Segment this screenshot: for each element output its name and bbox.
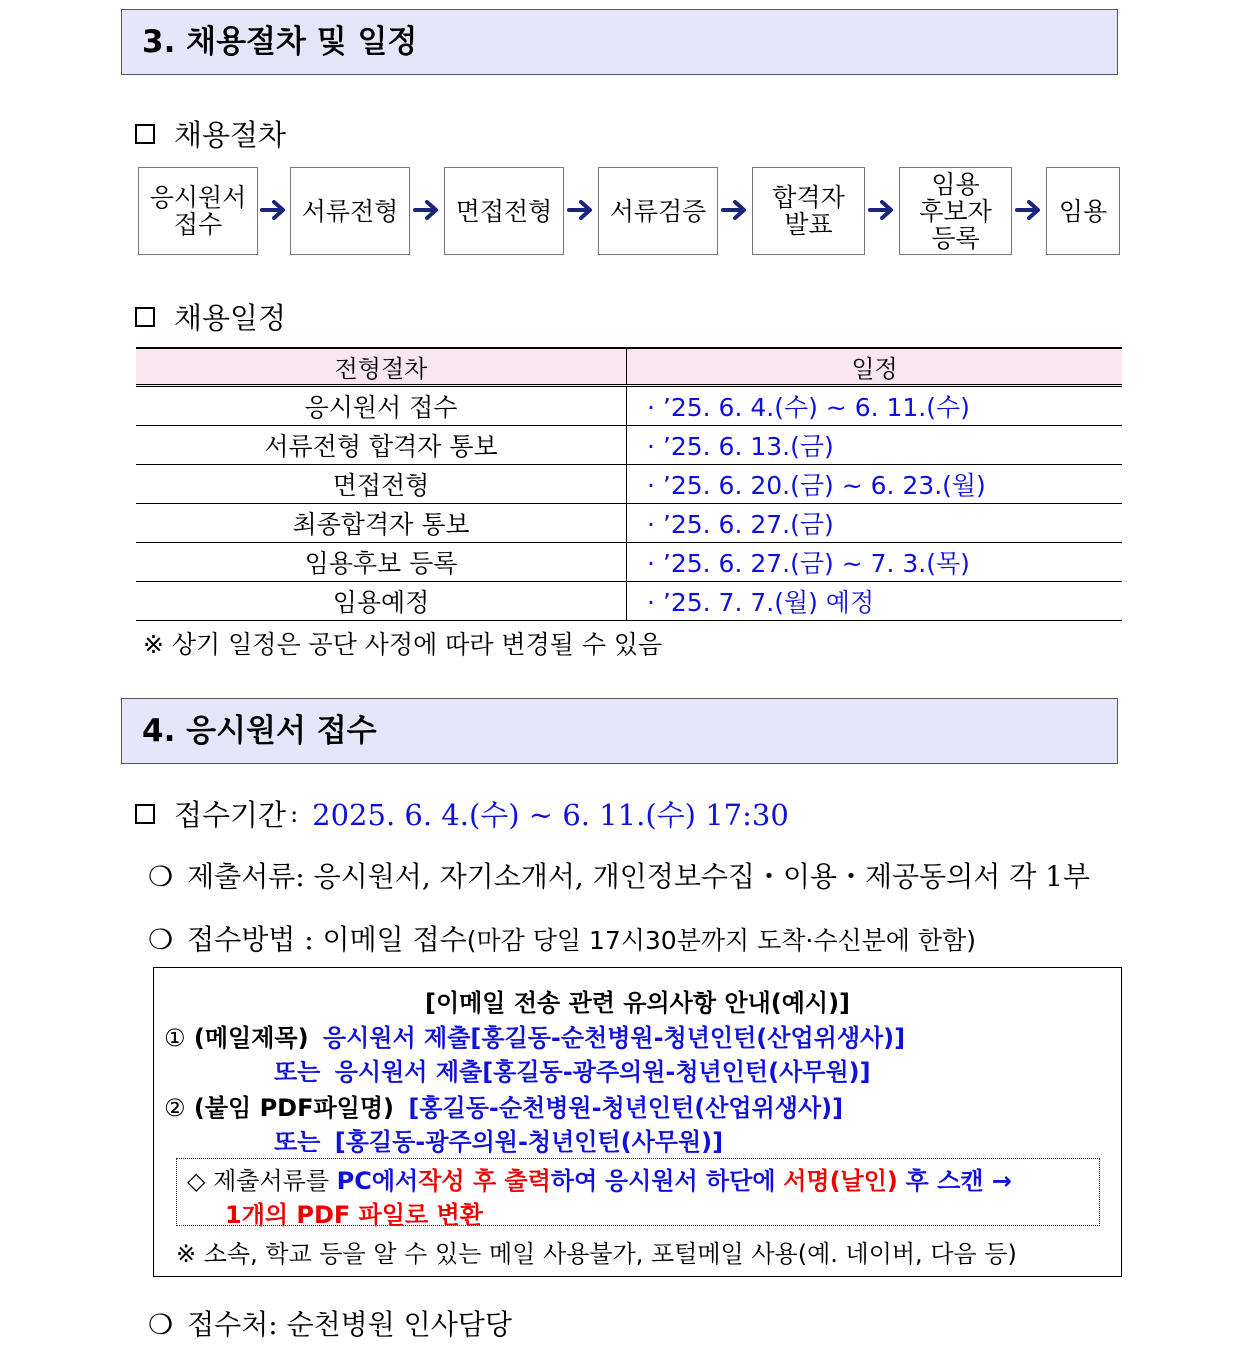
table-cell: · ’25. 6. 27.(금) ~ 7. 3.(목) bbox=[627, 543, 1123, 582]
period-value: 2025. 6. 4.(수) ~ 6. 11.(수) 17:30 bbox=[312, 798, 789, 832]
arrow-right-icon bbox=[720, 195, 750, 225]
mail-subject-alt-line bbox=[274, 1052, 871, 1087]
instruction-line-2: 1개의 PDF 파일로 변환 bbox=[225, 1201, 483, 1229]
schedule-heading bbox=[135, 296, 286, 337]
arrow-right-icon bbox=[259, 195, 289, 225]
schedule-note: ※ 상기 일정은 공단 사정에 따라 변경될 수 있음 bbox=[143, 630, 663, 659]
arrow-right-icon bbox=[412, 195, 442, 225]
flow-step: 합격자 발표 bbox=[752, 167, 865, 255]
email-notice-box bbox=[153, 967, 1122, 1277]
instruction-text: 작성 후 출력 bbox=[418, 1167, 551, 1195]
item-number: ② bbox=[164, 1094, 186, 1122]
circle-bullet-icon: ❍ bbox=[148, 860, 174, 893]
checkbox-square-icon bbox=[135, 804, 155, 824]
item-number: ① bbox=[164, 1024, 186, 1052]
table-cell: 최종합격자 통보 bbox=[136, 504, 627, 543]
item-value: [홍길동-순천병원-청년인턴(산업위생사)] bbox=[408, 1094, 844, 1122]
table-cell: 응시원서 접수 bbox=[136, 386, 627, 426]
pdf-instruction-box bbox=[176, 1158, 1100, 1229]
pdf-filename-alt-line bbox=[274, 1122, 723, 1157]
flow-step: 임용 후보자 등록 bbox=[899, 167, 1012, 255]
period-separator: : bbox=[290, 799, 299, 828]
table-cell: · ’25. 6. 4.(수) ~ 6. 11.(수) bbox=[627, 386, 1123, 426]
flow-step: 응시원서 접수 bbox=[138, 167, 258, 255]
destination-text: 접수처: 순천병원 인사담당 bbox=[187, 1308, 512, 1341]
flow-step: 서류전형 bbox=[290, 167, 410, 255]
table-cell: 임용후보 등록 bbox=[136, 543, 627, 582]
table-cell: 임용예정 bbox=[136, 582, 627, 621]
arrow-right-icon bbox=[867, 195, 897, 225]
instruction-text: 제출서류를 bbox=[213, 1167, 330, 1195]
item-value: 응시원서 제출[홍길동-순천병원-청년인턴(산업위생사)] bbox=[322, 1024, 906, 1052]
checkbox-square-icon bbox=[135, 124, 155, 144]
arrow-right-icon bbox=[1014, 195, 1044, 225]
section4-title: 4. 응시원서 접수 bbox=[121, 698, 1118, 764]
flow-step: 면접전형 bbox=[444, 167, 564, 255]
item-label: (메일제목) bbox=[193, 1024, 309, 1052]
flow-step: 임용 bbox=[1046, 167, 1120, 255]
alt-value: 응시원서 제출[홍길동-광주의원-청년인턴(사무원)] bbox=[334, 1058, 871, 1086]
instruction-text: 후 스캔 → bbox=[905, 1167, 1012, 1195]
method-line bbox=[148, 918, 976, 958]
table-row bbox=[136, 582, 1122, 621]
checkbox-square-icon bbox=[135, 307, 155, 327]
instruction-line-1 bbox=[187, 1161, 1012, 1196]
circle-bullet-icon: ❍ bbox=[148, 1308, 174, 1341]
instruction-text: 서명(날인) bbox=[783, 1167, 898, 1195]
table-header-row bbox=[136, 348, 1122, 386]
documents-text: 제출서류: 응시원서, 자기소개서, 개인정보수집・이용・제공동의서 각 1부 bbox=[187, 860, 1091, 893]
alt-prefix: 또는 bbox=[274, 1058, 321, 1086]
table-cell: · ’25. 6. 13.(금) bbox=[627, 426, 1123, 465]
period-label: 접수기간 bbox=[174, 798, 287, 832]
circle-bullet-icon: ❍ bbox=[148, 923, 174, 956]
alt-value: [홍길동-광주의원-청년인턴(사무원)] bbox=[334, 1128, 724, 1156]
table-row bbox=[136, 465, 1122, 504]
table-header: 일정 bbox=[627, 348, 1123, 386]
instruction-text: PC에서 bbox=[336, 1167, 419, 1195]
flow-step: 서류검증 bbox=[598, 167, 718, 255]
procedure-flow bbox=[138, 167, 1120, 255]
section3-title: 3. 채용절차 및 일정 bbox=[121, 9, 1118, 75]
instruction-text: 하여 bbox=[550, 1167, 598, 1195]
schedule-heading-label: 채용일정 bbox=[174, 301, 287, 335]
table-header: 전형절차 bbox=[136, 348, 627, 386]
table-row bbox=[136, 504, 1122, 543]
email-notice-note: ※ 소속, 학교 등을 알 수 있는 메일 사용불가, 포털메일 사용(예. 네이버, 다음 등) bbox=[176, 1240, 1017, 1268]
method-detail: (마감 당일 17시30분까지 도착·수신분에 한함) bbox=[466, 926, 976, 955]
documents-line bbox=[148, 855, 1090, 895]
instruction-text: 응시원서 하단에 bbox=[604, 1167, 776, 1195]
schedule-table bbox=[136, 347, 1122, 621]
destination-line bbox=[148, 1303, 512, 1343]
table-cell: · ’25. 6. 27.(금) bbox=[627, 504, 1123, 543]
table-cell: 면접전형 bbox=[136, 465, 627, 504]
table-cell: · ’25. 7. 7.(월) 예정 bbox=[627, 582, 1123, 621]
method-label: 접수방법 : 이메일 접수 bbox=[187, 923, 467, 956]
table-row bbox=[136, 426, 1122, 465]
procedure-heading-label: 채용절차 bbox=[174, 118, 287, 152]
pdf-filename-line bbox=[164, 1088, 843, 1123]
table-row bbox=[136, 543, 1122, 582]
table-cell: 서류전형 합격자 통보 bbox=[136, 426, 627, 465]
diamond-bullet-icon: ◇ bbox=[187, 1167, 206, 1195]
email-notice-title: [이메일 전송 관련 유의사항 안내(예시)] bbox=[424, 989, 851, 1017]
alt-prefix: 또는 bbox=[274, 1128, 321, 1156]
table-cell: · ’25. 6. 20.(금) ~ 6. 23.(월) bbox=[627, 465, 1123, 504]
arrow-right-icon bbox=[566, 195, 596, 225]
procedure-heading bbox=[135, 113, 286, 154]
mail-subject-line bbox=[164, 1018, 905, 1053]
item-label: (붙임 PDF파일명) bbox=[193, 1094, 394, 1122]
period-line bbox=[135, 793, 789, 834]
table-row bbox=[136, 386, 1122, 426]
